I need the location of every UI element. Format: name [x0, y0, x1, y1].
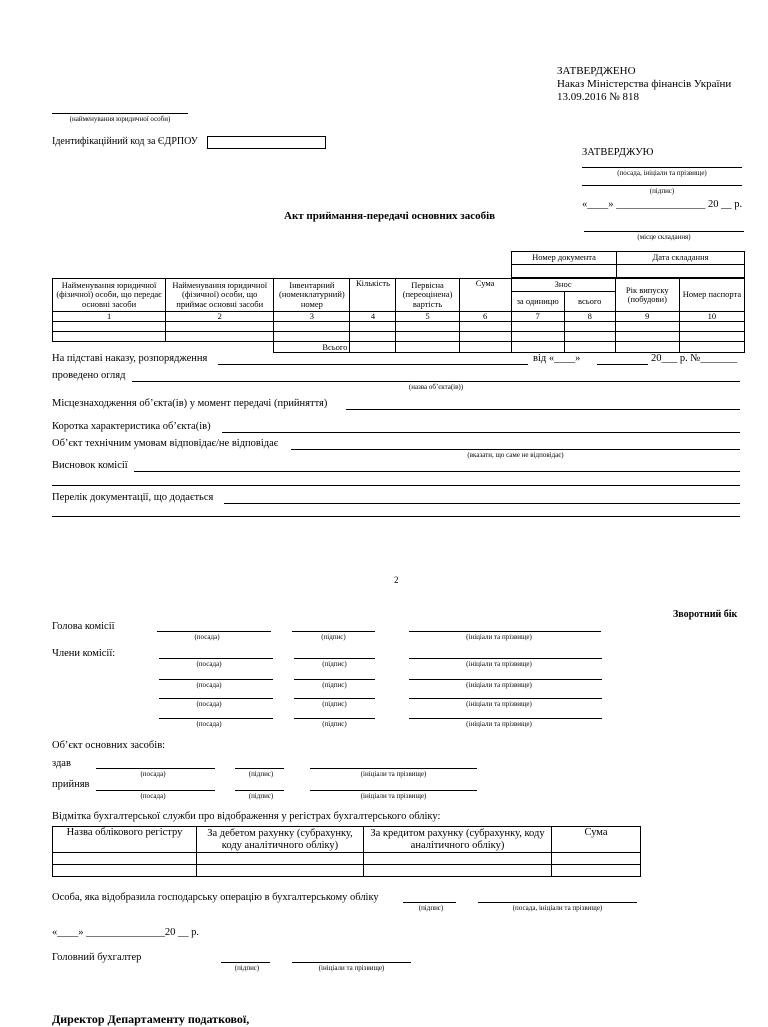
member-signature-line[interactable] [294, 698, 375, 699]
basis-year: 20___ р. №_______ [651, 353, 738, 364]
chief-signature-line[interactable] [221, 962, 270, 963]
acc-col-debit: За дебетом рахунку (субрахунку, коду аналітичного обліку) [197, 827, 364, 853]
table-row [53, 865, 641, 877]
basis-from: від «____» [533, 353, 581, 364]
member-name-caption: (ініціали та прізвище) [466, 660, 532, 668]
member-position-line[interactable] [159, 679, 273, 680]
member-signature-line[interactable] [294, 658, 375, 659]
table-row [53, 853, 641, 865]
col-year: Рік випуску (побудови) [615, 279, 679, 312]
received-position-caption: (посада) [140, 792, 166, 800]
num-cell: 7 [511, 312, 564, 322]
head-signature-caption: (підпис) [321, 633, 346, 641]
commission-members-label: Члени комісії: [52, 648, 116, 659]
member-signature-caption: (підпис) [322, 700, 347, 708]
col-transferor: Найменування юридичної (фізичної) особи, що передає основні засоби [53, 279, 166, 312]
entity-caption: (найменування юридичної особи) [69, 115, 171, 123]
cell[interactable] [53, 332, 166, 342]
page-number: 2 [394, 575, 399, 585]
member-name-line[interactable] [409, 658, 602, 659]
conformity-label: Об’єкт технічним умовам відповідає/не відповідає [52, 438, 279, 449]
col-passport: Номер паспорта [679, 279, 744, 312]
cell[interactable] [564, 332, 615, 342]
conformity-line[interactable] [291, 449, 740, 450]
docnum-cell[interactable] [512, 265, 617, 278]
docnum-table [511, 251, 745, 278]
handed-name-caption: (ініціали та прізвище) [360, 770, 427, 778]
total-row [53, 342, 745, 353]
handed-name-line[interactable] [310, 768, 477, 769]
col-cost: Первісна (переоцінена) вартість [396, 279, 459, 312]
objects-caption: (назва об’єкта(ів)) [408, 383, 464, 391]
num-cell: 10 [679, 312, 744, 322]
col-wear: Знос [511, 279, 615, 292]
received-name-line[interactable] [310, 790, 477, 791]
cell[interactable] [197, 853, 364, 865]
approval-order: Наказ Міністерства фінансів України [557, 78, 732, 90]
chief-signature-caption: (підпис) [234, 964, 260, 972]
member-name-line[interactable] [409, 718, 602, 719]
approve-signature-line [582, 185, 742, 186]
commission-head-label: Голова комісії [52, 621, 115, 632]
approve-title: ЗАТВЕРДЖУЮ [582, 147, 654, 158]
member-signature-line[interactable] [294, 679, 375, 680]
inspection-label: проведено огляд [52, 370, 126, 381]
cell[interactable] [459, 342, 511, 353]
received-label: прийняв [52, 779, 90, 790]
docnum-header: Номер документа [512, 252, 617, 265]
cell[interactable] [615, 322, 679, 332]
num-cell: 6 [459, 312, 511, 322]
member-signature-line[interactable] [294, 718, 375, 719]
member-position-caption: (посада) [196, 681, 222, 689]
approval-date: 13.09.2016 № 818 [557, 91, 639, 103]
cell[interactable] [197, 865, 364, 877]
num-cell: 2 [166, 312, 274, 322]
characteristic-line[interactable] [222, 432, 740, 433]
member-name-caption: (ініціали та прізвище) [466, 681, 532, 689]
cell[interactable] [364, 853, 552, 865]
docdate-header: Дата складання [617, 252, 745, 265]
acc-col-sum: Сума [552, 827, 641, 853]
received-signature-caption: (підпис) [248, 792, 274, 800]
num-cell: 1 [53, 312, 166, 322]
head-name-caption: (ініціали та прізвище) [466, 633, 532, 641]
head-position-line[interactable] [157, 631, 271, 632]
person-label: Особа, яка відобразила господарську операцію в бухгалтерському обліку [52, 892, 379, 903]
cell[interactable] [615, 342, 679, 353]
cell[interactable] [511, 332, 564, 342]
cell[interactable] [396, 322, 459, 332]
member-position-line[interactable] [159, 698, 273, 699]
handed-label: здав [52, 758, 71, 769]
table-row [53, 322, 745, 332]
accounting-title: Відмітка бухгалтерської служби про відображення у регістрах бухгалтерського обліку: [52, 811, 441, 822]
basis-line[interactable] [218, 364, 528, 365]
cell[interactable] [459, 332, 511, 342]
cell[interactable] [679, 332, 744, 342]
num-cell: 5 [396, 312, 459, 322]
acc-col-register: Назва облікового регістру [53, 827, 197, 853]
col-receiver: Найменування юридичної (фізичної) особи, що приймає основні засоби [166, 279, 274, 312]
docs-line-2[interactable] [52, 516, 740, 517]
person-position-line[interactable] [478, 902, 637, 903]
place-line [584, 231, 744, 232]
chief-name-caption: (ініціали та прізвище) [318, 964, 385, 972]
member-name-caption: (ініціали та прізвище) [466, 720, 532, 728]
member-position-line[interactable] [159, 718, 273, 719]
reverse-side-label: Зворотний бік [673, 609, 738, 620]
cell[interactable] [511, 342, 564, 353]
docs-line[interactable] [224, 503, 740, 504]
member-name-line[interactable] [409, 698, 602, 699]
handed-position-line[interactable] [96, 768, 215, 769]
basis-label: На підставі наказу, розпорядження [52, 353, 208, 364]
conformity-caption: (вказати, що саме не відповідає) [467, 451, 564, 459]
docdate-cell[interactable] [617, 265, 745, 278]
member-signature-caption: (підпис) [322, 681, 347, 689]
cell[interactable] [679, 342, 744, 353]
table-row [53, 332, 745, 342]
director-title: Директор Департаменту податкової, [52, 1012, 250, 1026]
conclusion-label: Висновок комісії [52, 460, 128, 471]
head-signature-line[interactable] [292, 631, 375, 632]
chief-label: Головний бухгалтер [52, 952, 142, 963]
handed-signature-caption: (підпис) [248, 770, 274, 778]
cell[interactable] [552, 853, 641, 865]
cell[interactable] [350, 322, 396, 332]
cell[interactable] [615, 332, 679, 342]
document-title: Акт приймання-передачі основних засобів [284, 210, 496, 222]
received-name-caption: (ініціали та прізвище) [360, 792, 427, 800]
cell[interactable] [166, 322, 274, 332]
cell[interactable] [396, 342, 459, 353]
approve-date-line: «____» _________________ 20 __ р. [582, 199, 743, 210]
cell[interactable] [350, 342, 396, 353]
object-title: Об’єкт основних засобів: [52, 740, 166, 751]
num-cell: 3 [274, 312, 350, 322]
num-cell: 9 [615, 312, 679, 322]
cell[interactable] [564, 322, 615, 332]
edrpou-box[interactable] [207, 136, 326, 149]
received-position-line[interactable] [96, 790, 215, 791]
cell[interactable] [274, 332, 350, 342]
cell[interactable] [274, 322, 350, 332]
acc-col-credit: За кредитом рахунку (субрахунку, коду аналітичного обліку) [364, 827, 552, 853]
cell[interactable] [53, 865, 197, 877]
member-position-caption: (посада) [196, 660, 222, 668]
basis-date-line[interactable] [597, 364, 648, 365]
col-quantity: Кількість [350, 279, 396, 312]
docs-label: Перелік документації, що додається [52, 492, 214, 503]
cell[interactable] [564, 342, 615, 353]
num-cell: 4 [350, 312, 396, 322]
cell[interactable] [53, 322, 166, 332]
handed-position-caption: (посада) [140, 770, 166, 778]
approval-title: ЗАТВЕРДЖЕНО [557, 65, 636, 77]
handed-signature-line[interactable] [235, 768, 284, 769]
inspection-line[interactable] [132, 381, 740, 382]
approve-signature-caption: (підпис) [649, 187, 675, 195]
conclusion-line[interactable] [134, 471, 740, 472]
approve-position-line [582, 167, 742, 168]
col-sum: Сума [459, 279, 511, 312]
accounting-table [52, 826, 641, 877]
cell[interactable] [350, 332, 396, 342]
person-signature-caption: (підпис) [418, 904, 444, 912]
col-wear-total: всього [564, 292, 615, 312]
member-position-caption: (посада) [196, 700, 222, 708]
cell[interactable] [459, 322, 511, 332]
member-position-line[interactable] [159, 658, 273, 659]
received-signature-line[interactable] [235, 790, 284, 791]
cell[interactable] [364, 865, 552, 877]
person-position-caption: (посада, ініціали та прізвище) [512, 904, 603, 912]
member-position-caption: (посада) [196, 720, 222, 728]
location-line[interactable] [346, 409, 740, 410]
member-name-line[interactable] [409, 679, 602, 680]
entity-line [52, 113, 188, 114]
cell[interactable] [679, 322, 744, 332]
head-name-line[interactable] [409, 631, 601, 632]
conclusion-line-2[interactable] [52, 485, 740, 486]
col-inventory: Інвентарний (номенклатурний) номер [274, 279, 350, 312]
place-caption: (місце складання) [637, 233, 691, 241]
col-wear-unit: за одиницю [511, 292, 564, 312]
cell[interactable] [552, 865, 641, 877]
member-signature-caption: (підпис) [322, 720, 347, 728]
cell[interactable] [511, 322, 564, 332]
date-line: «____» _______________20 __ р. [52, 927, 199, 938]
cell[interactable] [53, 853, 197, 865]
cell[interactable] [166, 332, 274, 342]
member-signature-caption: (підпис) [322, 660, 347, 668]
approval-block [557, 65, 731, 104]
head-position-caption: (посада) [194, 633, 220, 641]
main-table [52, 278, 745, 353]
edrpou-label: Ідентифікаційний код за ЄДРПОУ [52, 136, 198, 147]
person-signature-line[interactable] [403, 902, 456, 903]
approve-position-caption: (посада, ініціали та прізвище) [617, 169, 707, 177]
cell[interactable] [396, 332, 459, 342]
location-label: Місцезнаходження об’єкта(ів) у момент передачі (прийняття) [52, 398, 328, 409]
characteristic-label: Коротка характеристика об’єкта(ів) [52, 421, 211, 432]
num-cell: 8 [564, 312, 615, 322]
member-name-caption: (ініціали та прізвище) [466, 700, 532, 708]
total-label: Всього [274, 342, 350, 353]
chief-name-line[interactable] [292, 962, 411, 963]
